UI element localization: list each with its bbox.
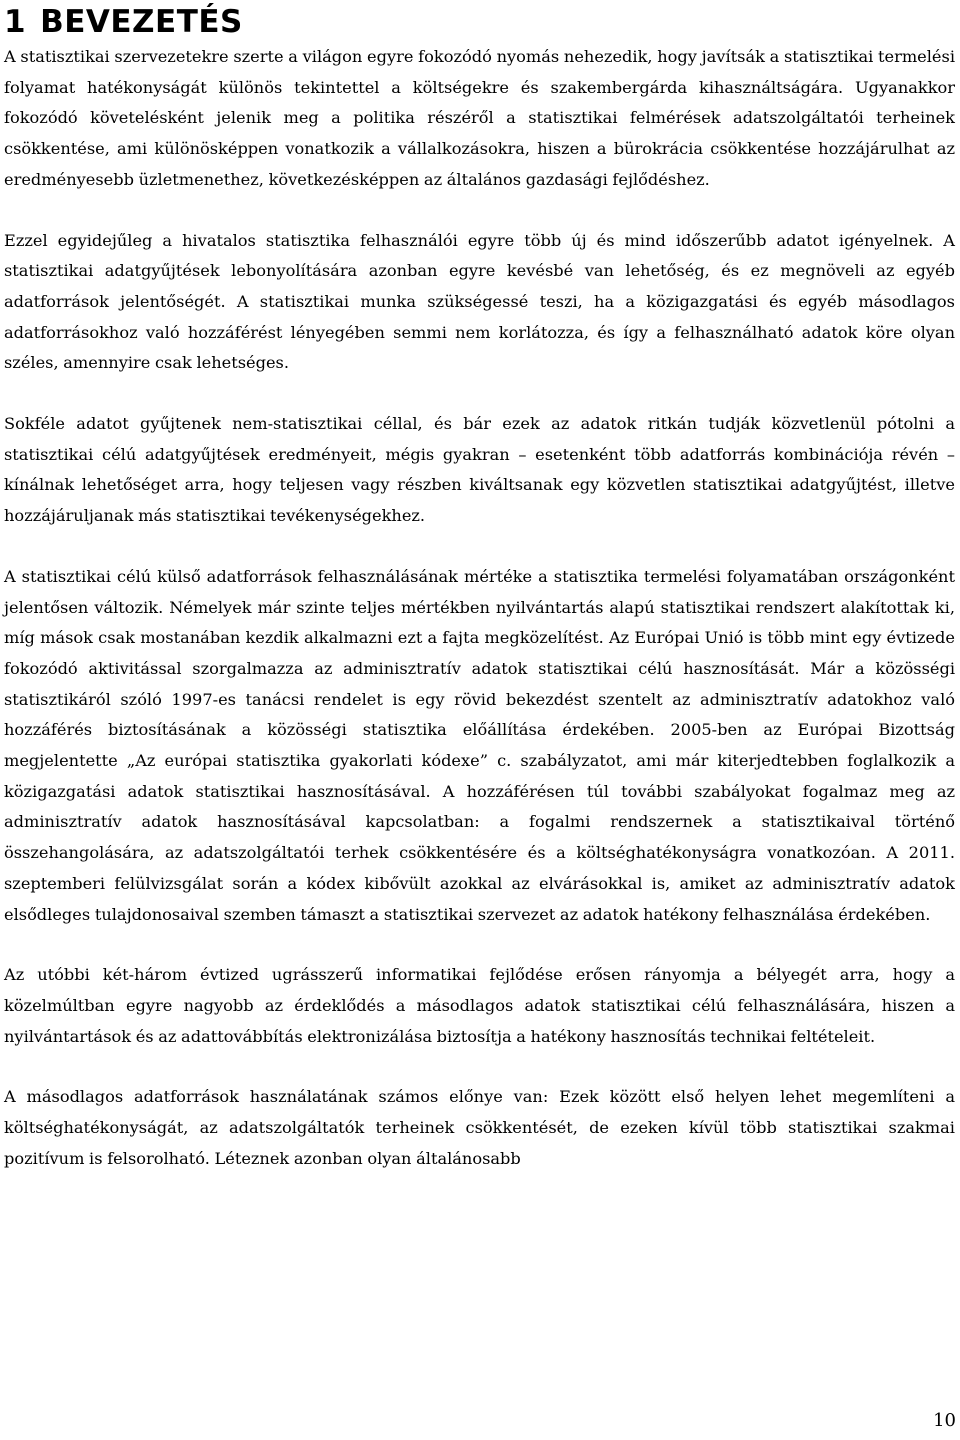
- chapter-title: BEVEZETÉS: [40, 4, 243, 40]
- paragraph-advantages: A másodlagos adatforrások használatának számos előnye van: Ezek között első helyen lehet megemlíteni a költséghatékonyságát, az adatszolgáltatók terheinek csökkentését, de ezeken kívül több statisztikai szakmai pozitívum is felsorolható. Léteznek azonban olyan általánosabb: [4, 1087, 955, 1168]
- paragraph-intro: A statisztikai szervezetekre szerte a világon egyre fokozódó nyomás nehezedik, hogy javítsák a statisztikai termelési folyamat hatékonyságát különös tekintettel a költségekre és szakembergárda kihasználtságára. Ugyanakkor fokozódó követelésként jelenik meg a politika részéről a statisztikai felmérések adatszolgáltatói terheinek csökkentése, ami különösképpen vonatkozik a vállalkozásokra, hiszen a bürokrácia csökkentése hozzájárulhat az eredményesebb üzletmenethez, következésképpen az általános gazdasági fejlődéshez.: [4, 47, 955, 189]
- paragraph-gap: [4, 196, 955, 226]
- paragraph-gap: [4, 379, 955, 409]
- paragraph-gap: [4, 532, 955, 562]
- paragraph-user-demand: Ezzel egyidejűleg a hivatalos statisztika felhasználói egyre több új és mind időszerűbb adatot igényelnek. A statisztikai adatgyűjtések lebonyolítására azonban egyre kevésbé van lehetőség, és ez megnöveli az egyéb adatforrások jelentőségét. A statisztikai munka szükségessé teszi, ha a közigazgatási és egyéb másodlagos adatforrásokhoz való hozzáférést lényegében semmi nem korlátozza, és így a felhasználható adatok köre olyan széles, amennyire csak lehetséges.: [4, 230, 955, 373]
- chapter-number: 1: [4, 4, 27, 40]
- paragraph-non-statistical-data: Sokféle adatot gyűjtenek nem-statisztikai céllal, és bár ezek az adatok ritkán tudják közvetlenül pótolni a statisztikai célú adatgyűjtések eredményeit, mégis gyakran – esetenként több adatforrás kombinációja révén – kínálnak lehetőséget arra, hogy teljesen vagy részben kiváltsanak egy közvetlen statisztikai adatgyűjtést, illetve hozzájáruljanak más statisztikai tevékenységekhez.: [4, 414, 955, 526]
- chapter-heading: [4, 0, 955, 42]
- document-page: [4, 0, 955, 1175]
- paragraph-it-development: Az utóbbi két-három évtized ugrásszerű informatikai fejlődése erősen rányomja a bélyegét arra, hogy a közelmúltban egyre nagyobb az érdeklődés a másodlagos adatok statisztikai célú felhasználására, hiszen a nyilvántartások és az adattovábbítás elektronizálása biztosítja a hatékony hasznosítás technikai feltételeit.: [4, 965, 955, 1046]
- paragraph-gap: [4, 1052, 955, 1082]
- paragraph-gap: [4, 930, 955, 960]
- page-number: 10: [933, 1410, 956, 1431]
- paragraph-external-sources: A statisztikai célú külső adatforrások felhasználásának mértéke a statisztika termelési folyamatában országonként jelentősen változik. Némelyek már szinte teljes mértékben nyilvántartás alapú statisztikai rendszert alakítottak ki, míg mások csak mostanában kezdik alkalmazni ezt a fajta megközelítést. Az Európai Unió is több mint egy évtizede fokozódó aktivitással szorgalmazza az adminisztratív adatok statisztikai célú hasznosítását. Már a közösségi statisztikáról szóló 1997-es tanácsi rendelet is egy rövid bekezdést szentelt az adminisztratív adatokhoz való hozzáférés biztosításának a közösségi statisztika előállítása érdekében. 2005-ben az Európai Bizottság megjelentette „Az európai statisztika gyakorlati kódexe” c. szabályzatot, ami már kiterjedtebben foglalkozik a közigazgatási adatok statisztikai hasznosításával. A hozzáférésen túl további szabályokat fogalmaz meg az adminisztratív adatok hasznosításával kapcsolatban: a fogalmi rendszernek a statisztikaival történő összehangolására, az adatszolgáltatói terhek csökkentésére és a költséghatékonyságra vonatkozóan. A 2011. szeptemberi felülvizsgálat során a kódex kibővült azokkal az elvárásokkal is, amiket az adminisztratív adatok elsődleges tulajdonosaival szemben támaszt a statisztikai szervezet az adatok hatékony felhasználása érdekében.: [4, 566, 955, 924]
